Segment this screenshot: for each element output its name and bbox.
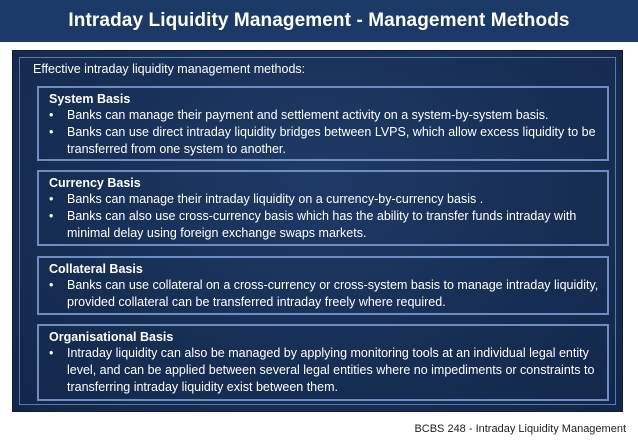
title-bar: [0, 0, 638, 42]
bullet-text: Banks can use collateral on a cross-currency or cross-system basis to manage intraday liquidity, provided collateral can be transferred intraday freely where required.: [67, 278, 599, 309]
section-currency-basis: [37, 170, 609, 246]
bullet-text: Banks can use direct intraday liquidity bridges between LVPS, which allow excess liquidity to be transferred from one system to another.: [67, 125, 596, 156]
list-item: [49, 277, 599, 311]
section-collateral-basis: [37, 256, 609, 315]
footer-text: BCBS 248 - Intraday Liquidity Management: [414, 423, 626, 435]
bullet-icon: •: [49, 278, 54, 292]
section-system-basis: [37, 86, 609, 161]
page-title: Intraday Liquidity Management - Management Methods: [68, 10, 570, 31]
bullet-icon: •: [49, 108, 54, 122]
bullet-text: Banks can manage their payment and settlement activity on a system-by-system basis.: [67, 108, 549, 122]
bullet-icon: •: [49, 125, 54, 139]
section-title: System Basis: [49, 92, 131, 106]
list-item: [49, 191, 599, 208]
bullet-icon: •: [49, 346, 54, 360]
section-title: Currency Basis: [49, 176, 141, 190]
bullet-text: Banks can also use cross-currency basis which has the ability to transfer funds intraday with minimal delay using foreign exchange swaps markets.: [67, 209, 577, 240]
section-organisational-basis: [37, 324, 609, 401]
content-panel: [12, 50, 623, 412]
bullet-icon: •: [49, 192, 54, 206]
bullet-icon: •: [49, 209, 54, 223]
list-item: [49, 107, 599, 124]
list-item: [49, 124, 599, 158]
section-title: Collateral Basis: [49, 262, 143, 276]
list-item: [49, 345, 599, 396]
bullet-text: Intraday liquidity can also be managed by applying monitoring tools at an individual legal entity level, and can be applied between several legal entities where no impediments or constraints to transferring intraday liquidity exist between them.: [67, 346, 595, 394]
list-item: [49, 208, 599, 242]
intro-text: Effective intraday liquidity management methods:: [33, 62, 306, 76]
section-title: Organisational Basis: [49, 330, 174, 344]
bullet-text: Banks can manage their intraday liquidity on a currency-by-currency basis .: [67, 192, 484, 206]
